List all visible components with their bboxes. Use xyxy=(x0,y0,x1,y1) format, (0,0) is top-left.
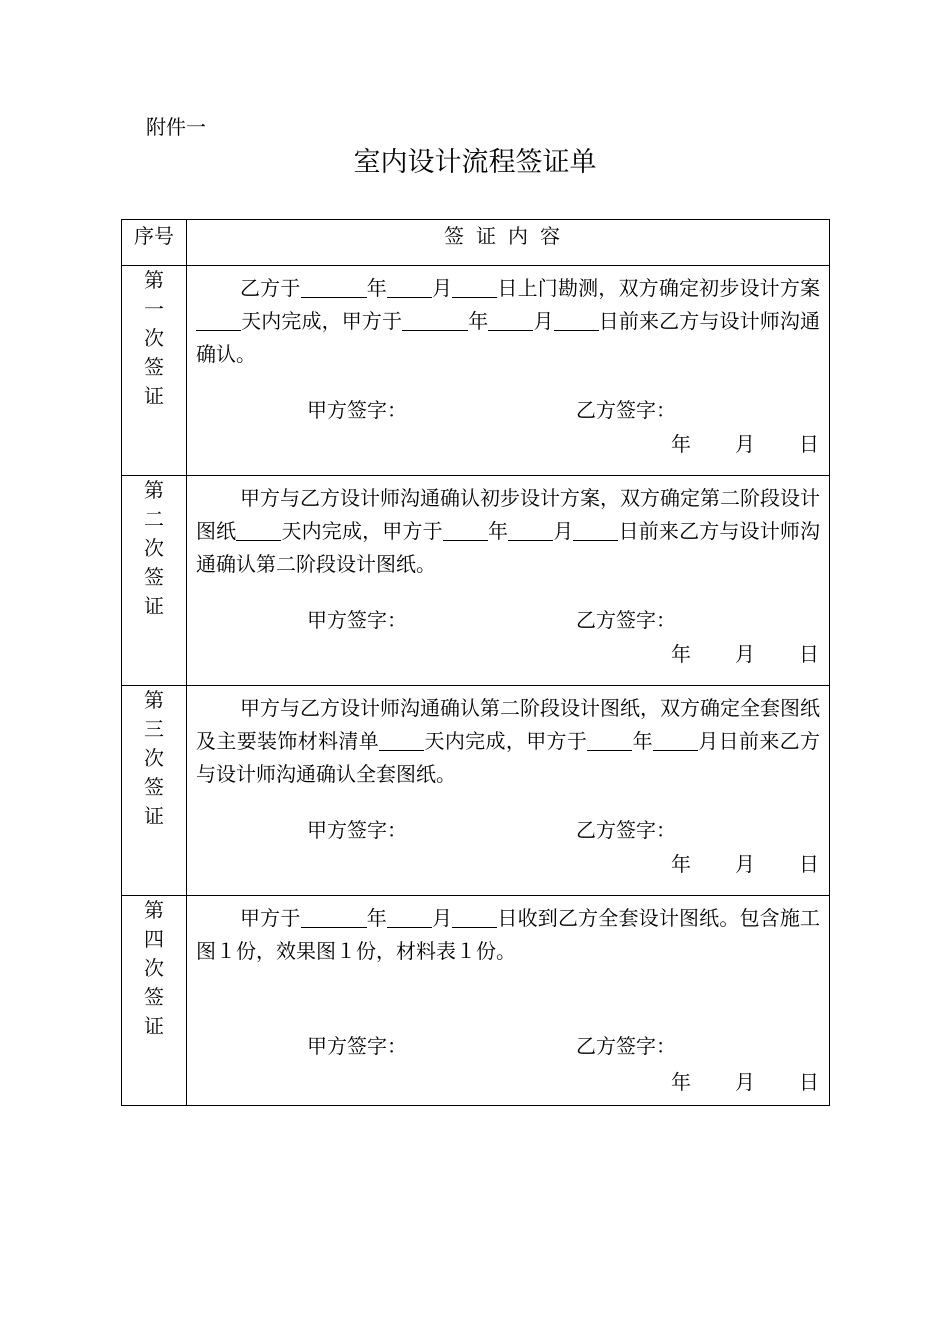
party-b-signature[interactable]: 乙方签字： xyxy=(576,1034,676,1058)
signature-date[interactable]: 年 月 日 xyxy=(671,432,819,456)
blank-field[interactable] xyxy=(196,308,241,331)
content-cell xyxy=(187,266,830,476)
signoff-text: 乙方于 年 月 日上门勘测，双方确定初步设计方案天内完成，甲方于 年 月 日前来乙方与设计师沟通确认。 xyxy=(196,276,821,366)
content-cell xyxy=(187,476,830,686)
party-a-signature[interactable]: 甲方签字： xyxy=(307,608,407,632)
blank-field[interactable] xyxy=(301,905,367,928)
blank-field[interactable] xyxy=(387,275,432,298)
seq-label: 第二次签证 xyxy=(144,478,164,618)
blank-field[interactable] xyxy=(387,905,432,928)
blank-field[interactable] xyxy=(508,518,553,541)
table-header-row xyxy=(122,220,830,266)
blank-field[interactable] xyxy=(554,308,599,331)
table-row xyxy=(122,476,830,686)
party-b-signature[interactable]: 乙方签字： xyxy=(576,398,676,422)
seq-label: 第一次签证 xyxy=(144,268,164,408)
signoff-text: 甲方与乙方设计师沟通确认初步设计方案，双方确定第二阶段设计图纸 天内完成，甲方于 年 月 日前来乙方与设计师沟通确认第二阶段设计图纸。 xyxy=(196,486,821,576)
seq-label: 第四次签证 xyxy=(144,898,164,1038)
table-row xyxy=(122,266,830,476)
blank-field[interactable] xyxy=(443,518,488,541)
column-header-seq: 序号 xyxy=(122,220,187,266)
blank-field[interactable] xyxy=(452,275,497,298)
signoff-text: 甲方与乙方设计师沟通确认第二阶段设计图纸，双方确定全套图纸及主要装饰材料清单 天内完成，甲方于 年 月日前来乙方与设计师沟通确认全套图纸。 xyxy=(196,696,821,786)
blank-field[interactable] xyxy=(488,308,533,331)
party-b-signature[interactable]: 乙方签字： xyxy=(576,608,676,632)
party-a-signature[interactable]: 甲方签字： xyxy=(307,818,407,842)
document-title: 室内设计流程签证单 xyxy=(353,147,597,178)
seq-cell xyxy=(122,896,187,1106)
blank-field[interactable] xyxy=(573,518,618,541)
attachment-label: 附件一 xyxy=(146,115,206,139)
column-header-content: 签证内容 xyxy=(187,220,830,266)
signature-date[interactable]: 年 月 日 xyxy=(671,1070,819,1094)
seq-cell xyxy=(122,476,187,686)
signoff-table xyxy=(121,219,830,1106)
blank-field[interactable] xyxy=(653,728,698,751)
table-row xyxy=(122,686,830,896)
blank-field[interactable] xyxy=(587,728,632,751)
signature-date[interactable]: 年 月 日 xyxy=(671,642,819,666)
party-a-signature[interactable]: 甲方签字： xyxy=(307,398,407,422)
blank-field[interactable] xyxy=(236,518,281,541)
seq-cell xyxy=(122,686,187,896)
party-a-signature[interactable]: 甲方签字： xyxy=(307,1034,407,1058)
blank-field[interactable] xyxy=(301,275,367,298)
content-cell xyxy=(187,686,830,896)
signature-date[interactable]: 年 月 日 xyxy=(671,852,819,876)
party-b-signature[interactable]: 乙方签字： xyxy=(576,818,676,842)
signoff-text: 甲方于 年 月 日收到乙方全套设计图纸。包含施工图１份，效果图１份，材料表１份。 xyxy=(196,906,821,963)
seq-cell xyxy=(122,266,187,476)
content-cell xyxy=(187,896,830,1106)
seq-label: 第三次签证 xyxy=(144,688,164,828)
blank-field[interactable] xyxy=(402,308,468,331)
table-row xyxy=(122,896,830,1106)
blank-field[interactable] xyxy=(452,905,497,928)
blank-field[interactable] xyxy=(379,728,424,751)
